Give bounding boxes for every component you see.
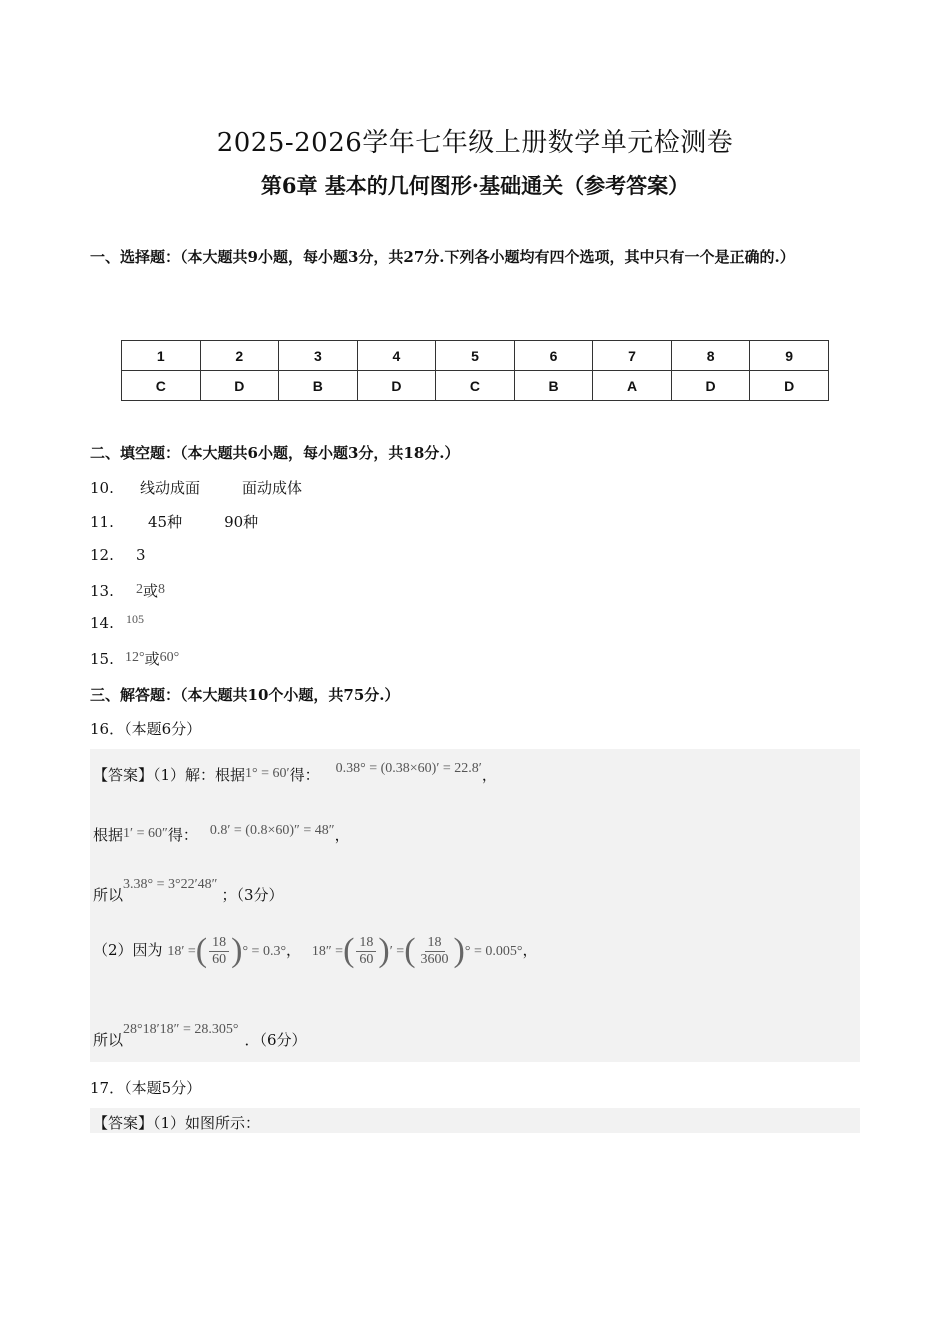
answer-connector: 或 xyxy=(144,650,160,668)
answer-b: 8 xyxy=(158,582,166,597)
formula: 28°18′18″ = 28.305° xyxy=(123,1022,239,1037)
answer-a: 3 xyxy=(136,546,146,564)
q16-line-1 xyxy=(93,761,497,785)
text: ， xyxy=(286,941,302,959)
table-cell: 9 xyxy=(750,341,829,371)
formula: ° = 0.005° xyxy=(464,944,523,959)
text: ， xyxy=(334,826,350,844)
section1-heading: 一、选择题：（本大题共9小题，每小题3分，共27分.下列各小题均有四个选项，其中只有一个是正确的.） xyxy=(90,248,795,266)
q16-line-4: （2）因为 18′ =( $\frac{18}{60}$ )° = 0.3°， 18″ =( $\frac{18}{60}$ )′ =( $\frac{18}{3600}$ )° = 0.005°， xyxy=(93,932,538,969)
text: （2）因为 xyxy=(93,941,163,959)
table-cell: C xyxy=(122,371,201,401)
answer-box-16 xyxy=(90,749,860,1062)
q16-line-2 xyxy=(93,824,350,845)
item-number: 14. xyxy=(90,614,114,632)
formula: 0.38° = (0.38×60)′ = 22.8′ xyxy=(335,761,482,776)
page-subtitle: 第6章 基本的几何图形·基础通关（参考答案） xyxy=(260,173,690,198)
fill-item-13 xyxy=(90,580,165,601)
table-cell: B xyxy=(279,371,358,401)
table-cell: 7 xyxy=(593,341,672,371)
answer-table-number-row xyxy=(122,341,829,371)
section2-heading: 二、填空题：（本大题共6小题，每小题3分，共18分.） xyxy=(90,444,460,462)
text: 所以 xyxy=(93,1031,124,1049)
answer-a: 105 xyxy=(126,612,144,626)
answer-a: 45种 xyxy=(148,513,183,531)
formula: 1′ = 60″ xyxy=(123,826,168,841)
table-cell: D xyxy=(200,371,279,401)
fraction: $\frac{18}{60}$ xyxy=(356,935,376,968)
fill-item-12 xyxy=(90,546,146,564)
answer-a: 2 xyxy=(136,582,143,597)
table-cell: 8 xyxy=(671,341,750,371)
table-cell: D xyxy=(671,371,750,401)
fraction: $\frac{18}{60}$ xyxy=(209,935,229,968)
fraction: $\frac{18}{3600}$ xyxy=(420,934,449,967)
answer-b: 90种 xyxy=(224,513,259,531)
table-cell: B xyxy=(514,371,593,401)
item-number: 15. xyxy=(90,650,114,668)
answer-table xyxy=(121,340,829,401)
table-cell: D xyxy=(750,371,829,401)
question-16-label: 16．（本题6分） xyxy=(90,720,202,738)
table-cell: 5 xyxy=(436,341,515,371)
answer-b: 面动成体 xyxy=(242,479,303,497)
formula: 18″ = xyxy=(311,944,344,959)
table-cell: 3 xyxy=(279,341,358,371)
page-title: 2025-2026学年七年级上册数学单元检测卷 xyxy=(216,128,734,158)
text: 得： xyxy=(167,826,198,844)
formula: 3.38° = 3°22′48″ xyxy=(123,877,218,892)
answer-a: 线动成面 xyxy=(140,479,201,497)
formula: 18′ = xyxy=(167,944,196,959)
table-cell: 4 xyxy=(357,341,436,371)
text: 所以 xyxy=(93,886,124,904)
fill-item-15 xyxy=(90,648,179,669)
formula: ° = 0.3° xyxy=(242,944,287,959)
formula: 0.8′ = (0.8×60)″ = 48″ xyxy=(209,823,335,838)
answer-b: 60° xyxy=(159,650,180,665)
q16-line-5 xyxy=(93,1022,307,1050)
section3-heading: 三、解答题：（本大题共10个小题，共75分.） xyxy=(90,686,400,704)
formula: 1° = 60′ xyxy=(245,766,290,781)
fill-item-14 xyxy=(90,614,144,632)
answer-connector: 或 xyxy=(143,582,159,600)
answer-a: 12° xyxy=(125,650,145,665)
table-cell: D xyxy=(357,371,436,401)
fill-item-11 xyxy=(90,511,258,532)
text: 得： xyxy=(289,766,320,784)
table-cell: 6 xyxy=(514,341,593,371)
answer-table-answer-row xyxy=(122,371,829,401)
text: ， xyxy=(481,766,497,784)
text: 根据 xyxy=(93,826,124,844)
item-number: 11. xyxy=(90,513,114,531)
text: ．（6分） xyxy=(244,1031,307,1049)
table-cell: A xyxy=(593,371,672,401)
answer-prefix: 【答案】（1）解：根据 xyxy=(93,766,246,784)
item-number: 10. xyxy=(90,479,114,497)
table-cell: 2 xyxy=(200,341,279,371)
q17-answer: 【答案】（1）如图所示： xyxy=(93,1114,261,1132)
item-number: 12. xyxy=(90,546,114,564)
formula: ′ = xyxy=(389,944,405,959)
q16-line-3 xyxy=(93,877,284,905)
item-number: 13. xyxy=(90,582,114,600)
table-cell: C xyxy=(436,371,515,401)
question-17-label: 17．（本题5分） xyxy=(90,1079,202,1097)
text: ， xyxy=(522,941,538,959)
text: ；（3分） xyxy=(221,886,284,904)
table-cell: 1 xyxy=(122,341,201,371)
fill-item-10 xyxy=(90,477,302,498)
